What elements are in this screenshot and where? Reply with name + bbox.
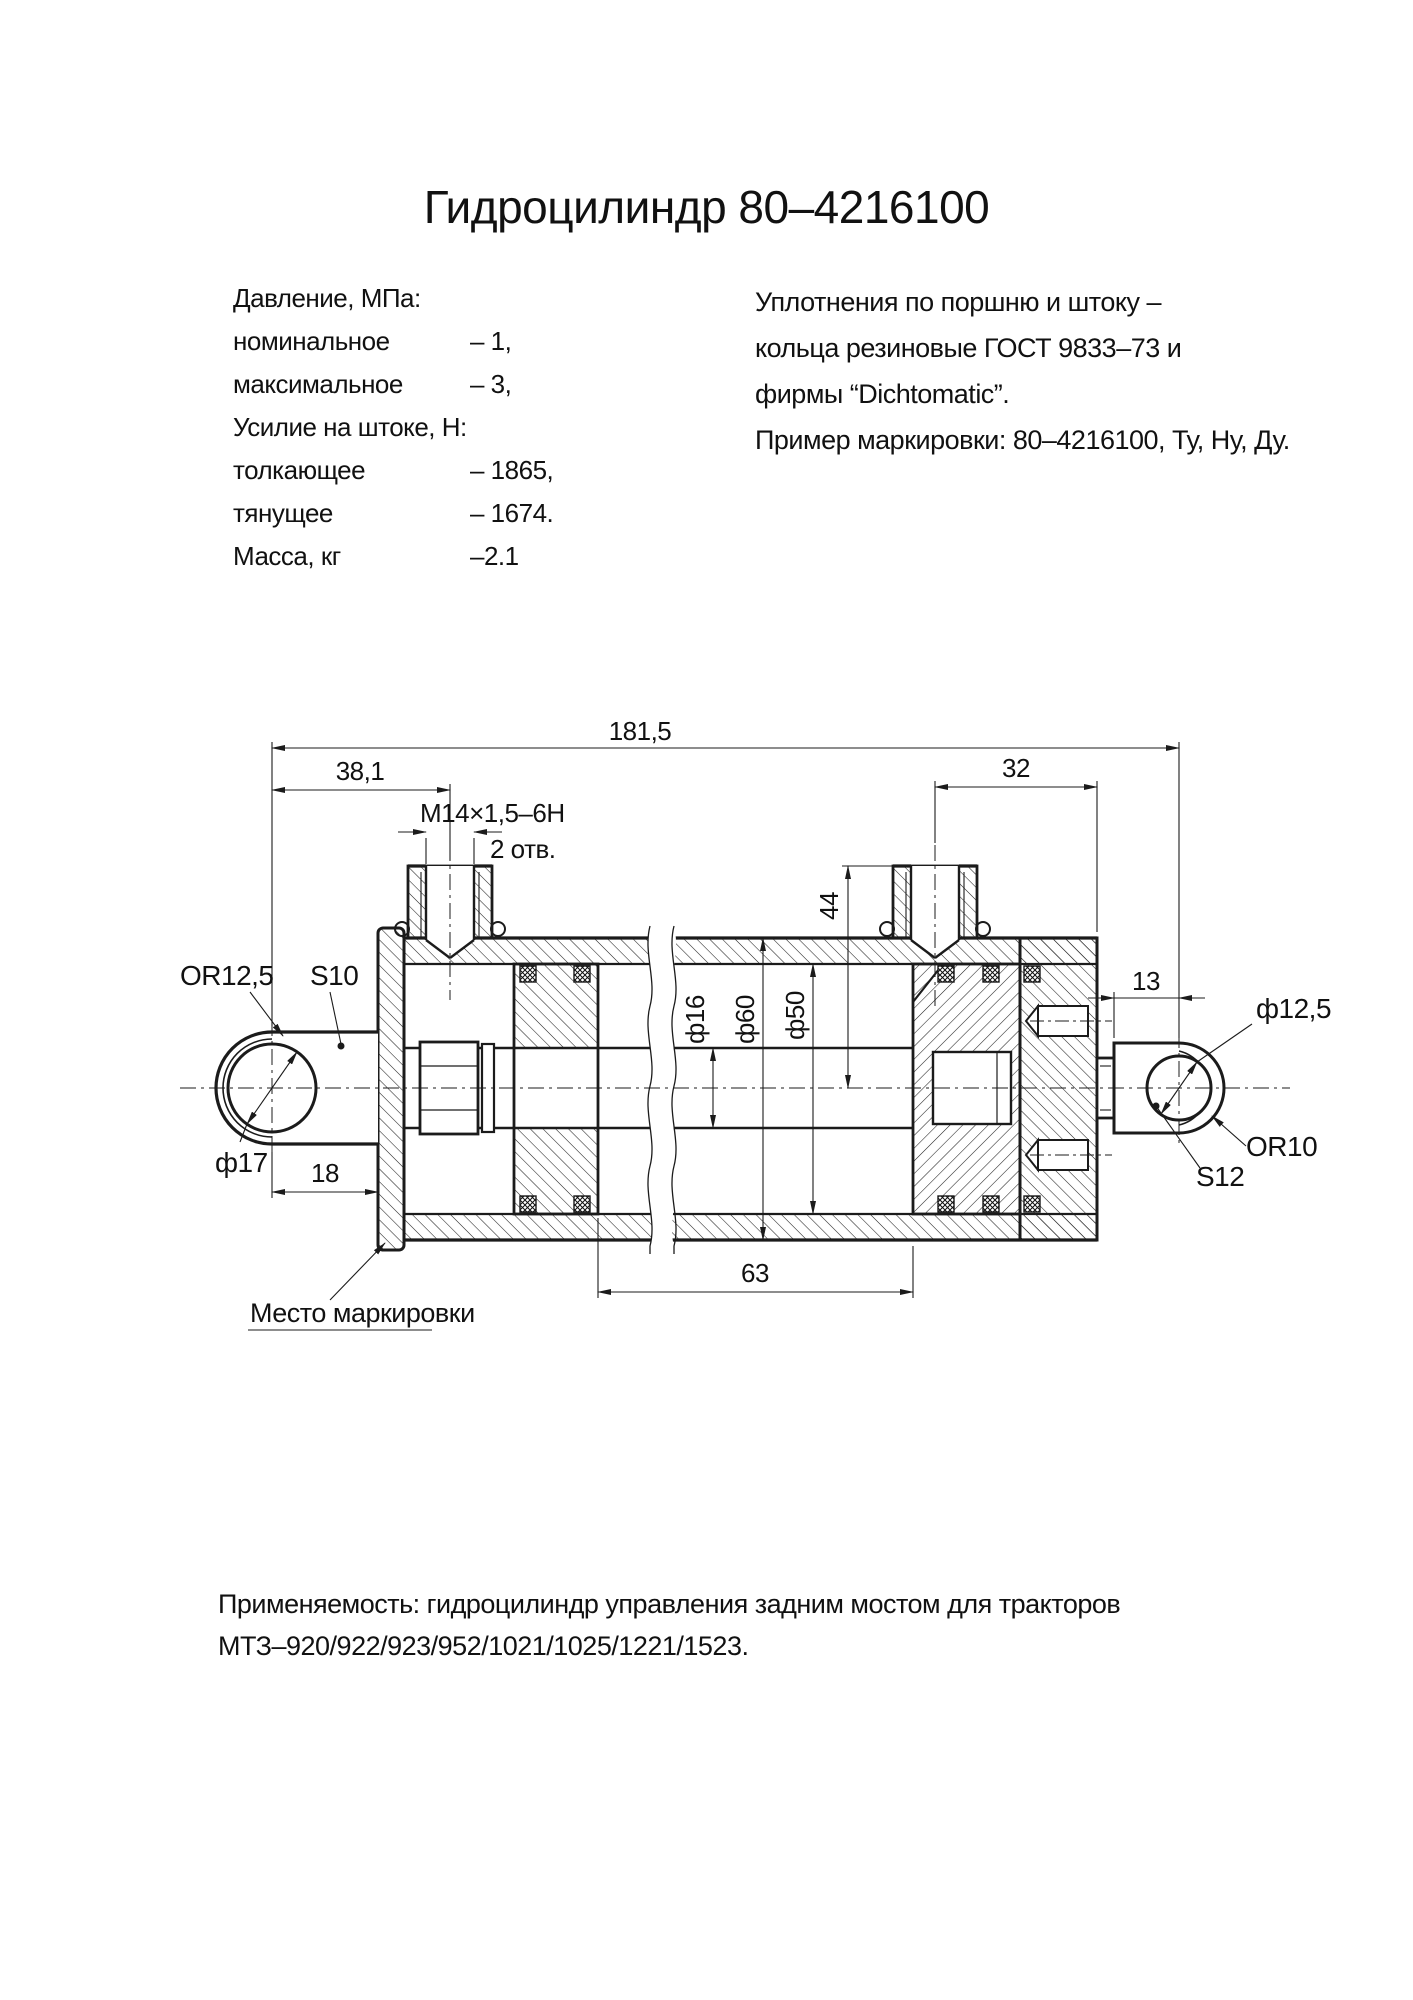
dim-total-length: 181,5 — [608, 716, 672, 746]
dim-head-length: 63 — [741, 1258, 769, 1288]
rear-head — [1020, 938, 1114, 1240]
dim-eye-to-flange: 18 — [311, 1158, 339, 1188]
dim-thread-holes: 2 отв. — [490, 834, 556, 864]
dim-left-port-offset: 38,1 — [335, 756, 385, 786]
spec-label: толкающее — [233, 455, 366, 485]
spec-value: – 1865, — [470, 455, 554, 485]
note-line: фирмы “Dichtomatic”. — [755, 379, 1010, 409]
label-s-right: S12 — [1196, 1161, 1245, 1192]
label-s-left: S10 — [310, 960, 359, 991]
dim-right-eye-offset: 13 — [1132, 966, 1160, 996]
guide-bushing — [514, 964, 598, 1214]
spec-value: – 1, — [470, 326, 512, 356]
spec-value: – 1674. — [470, 498, 554, 528]
application-line: МТЗ–920/922/923/952/1021/1025/1221/1523. — [218, 1631, 749, 1661]
piston — [913, 964, 1020, 1214]
label-marking-place: Место маркировки — [250, 1298, 475, 1328]
note-line: кольца резиновые ГОСТ 9833–73 и — [755, 333, 1182, 363]
dim-thread-spec: M14×1,5–6H — [420, 798, 565, 828]
application-line: Применяемость: гидроцилиндр управления задним мостом для тракторов — [218, 1589, 1121, 1619]
dim-right-port-offset: 32 — [1002, 753, 1030, 783]
spec-label: тянущее — [233, 498, 333, 528]
page-title: Гидроцилиндр 80–4216100 — [423, 181, 990, 233]
dim-port-height: 44 — [814, 892, 844, 920]
gland-flange — [378, 928, 404, 1250]
spec-label: Усилие на штоке, Н: — [233, 412, 467, 442]
label-or-right: OR10 — [1246, 1131, 1318, 1162]
spec-label: номинальное — [233, 326, 390, 356]
dim-outer-diameter: ф60 — [730, 995, 760, 1044]
spec-label: максимальное — [233, 369, 403, 399]
dim-rod-diameter: ф16 — [680, 995, 710, 1044]
dim-bore-diameter: ф50 — [780, 991, 810, 1040]
note-line: Пример маркировки: 80–4216100, Ту, Ну, Ду. — [755, 425, 1290, 455]
dim-left-eye-hole: ф17 — [215, 1147, 268, 1178]
spec-label: Масса, кг — [233, 541, 341, 571]
dim-right-eye-hole: ф12,5 — [1256, 993, 1332, 1024]
spec-label: Давление, МПа: — [233, 283, 421, 313]
application-note — [218, 1583, 1218, 1667]
break-lines — [648, 926, 676, 1254]
label-or-left: OR12,5 — [180, 960, 274, 991]
spec-value: – 3, — [470, 369, 512, 399]
note-line: Уплотнения по поршню и штоку – — [755, 287, 1162, 317]
spec-value: –2.1 — [470, 541, 519, 571]
